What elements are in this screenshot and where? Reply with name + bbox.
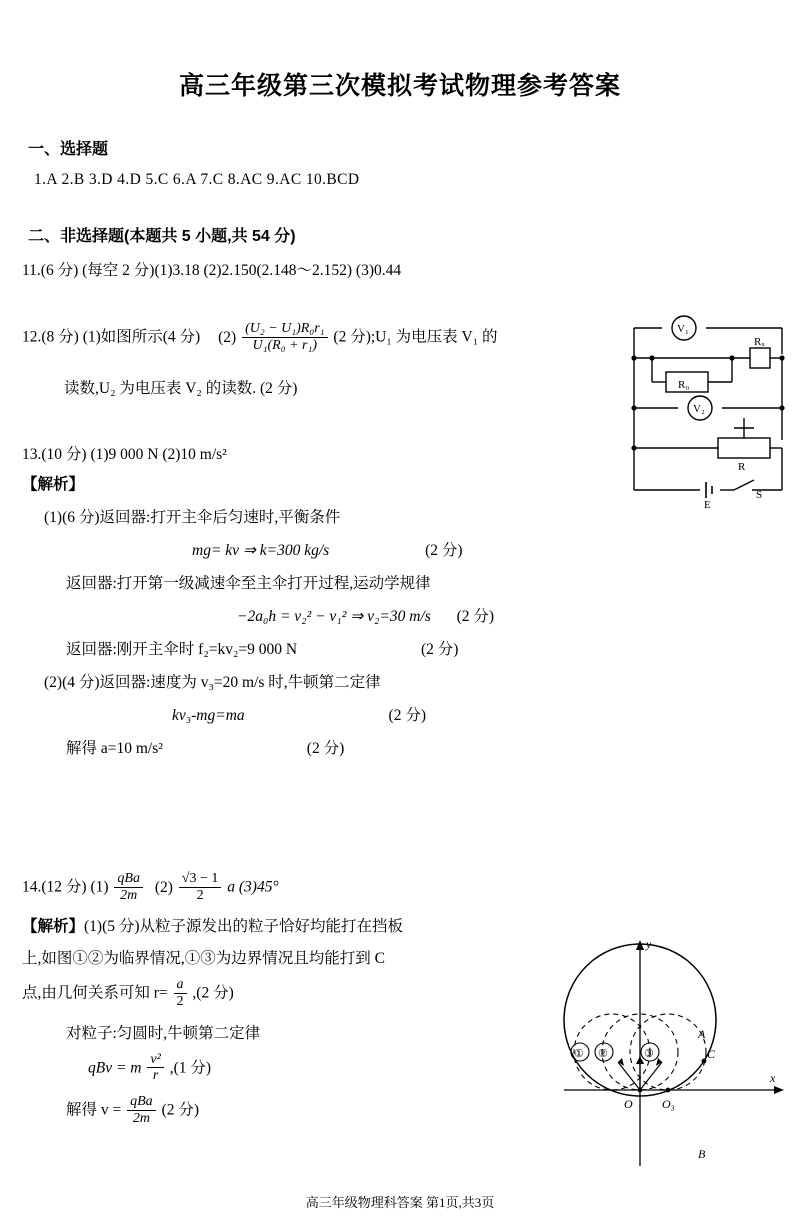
q13-line-4: (2)(4 分)返回器:速度为 v₃=20 m/s 时,牛顿第二定律 xyxy=(44,674,381,691)
question-12-block xyxy=(22,322,612,398)
q12-fraction-denominator: U₁(R₀ + r₁) xyxy=(252,337,318,353)
circuit-label-v2: V₂ xyxy=(693,403,705,415)
q13-line-5: 解得 a=10 m/s² xyxy=(66,740,163,757)
q13-line-2: 返回器:打开第一级减速伞至主伞打开过程,运动学规律 xyxy=(66,575,431,592)
particle-label-A: A xyxy=(698,1027,706,1041)
q14-fraction-2 xyxy=(179,871,222,903)
multiple-choice-answers: 1.A 2.B 3.D 4.D 5.C 6.A 7.C 8.AC 9.AC 10.BCD xyxy=(34,171,360,188)
q14-line-3-a: 点,由几何关系可知 r= xyxy=(22,985,168,1003)
q14-eq-2-row xyxy=(22,1085,582,1127)
q14-fraction-2-denominator: 2 xyxy=(196,887,204,903)
page-footer: 高三年级物理科答案 第1页,共3页 xyxy=(305,1195,495,1210)
q14-lead-c: a (3)45° xyxy=(227,878,279,896)
particle-label-B: B xyxy=(698,1147,706,1161)
q13-eq-4-row xyxy=(22,692,782,725)
q13-eq-2-row xyxy=(22,593,782,626)
particle-label-x: x xyxy=(770,1071,776,1085)
particle-label-1: ① xyxy=(574,1048,584,1060)
particle-label-y: y xyxy=(646,937,652,951)
q14-eq-2-denominator: 2m xyxy=(132,1110,150,1126)
q13-eq-4: kv₃-mg=ma xyxy=(172,707,245,724)
q12-fraction xyxy=(242,321,327,353)
circuit-label-v1: V₁ xyxy=(677,323,689,335)
q13-lead: 13.(10 分) (1)9 000 N (2)10 m/s² xyxy=(22,446,227,463)
particle-diagram xyxy=(552,930,792,1180)
q14-line-2: 上,如图①②为临界情况,①③为边界情况且均能打到 C xyxy=(22,950,385,968)
q13-line-3-row xyxy=(22,626,782,659)
q13-eq-5-score: (2 分) xyxy=(306,740,345,757)
q13-eq-1: mg= kv ⇒ k=300 kg/s xyxy=(192,542,330,559)
q14-lead-row xyxy=(22,872,582,904)
circuit-label-s: S xyxy=(756,489,763,501)
q12-fraction-numerator: (U₂ − U₁)R₀r₁ xyxy=(242,321,327,338)
section-heading-non-multiple-choice: 二、非选择题(本题共 5 小题,共 54 分) xyxy=(28,228,296,245)
q13-eq-1-score: (2 分) xyxy=(425,542,463,559)
question-13-block xyxy=(22,442,782,758)
q14-eq-1-denominator: r xyxy=(152,1068,159,1084)
q14-eq-2-b: (2 分) xyxy=(161,1101,200,1119)
q13-jiexi-heading: 【解析】 xyxy=(22,476,85,493)
q14-eq-1-a: qBv = m xyxy=(88,1059,142,1077)
particle-label-3: ③ xyxy=(644,1048,654,1060)
q14-jiexi-heading: 【解析】 xyxy=(22,918,85,936)
q14-line-3-fraction xyxy=(174,977,187,1009)
q13-eq-3-score: (2 分) xyxy=(420,641,459,658)
circuit-label-r0-box: R₀ xyxy=(678,379,690,391)
q14-eq-1-numerator: v² xyxy=(147,1052,163,1069)
particle-label-O: O xyxy=(624,1097,633,1111)
particle-label-2: ② xyxy=(598,1048,608,1060)
q14-eq-2-fraction xyxy=(127,1094,156,1126)
q14-eq-2-a: 解得 v = xyxy=(66,1101,122,1119)
q14-jiexi-row xyxy=(22,904,582,936)
q14-fraction-1-denominator: 2m xyxy=(120,887,138,903)
q14-line-4: 对粒子:匀圆时,牛顿第二定律 xyxy=(66,1024,261,1042)
q12-line2: 读数,U₂ 为电压表 V₂ 的读数. (2 分) xyxy=(64,380,298,398)
particle-label-O3: O₃ xyxy=(662,1097,675,1111)
question-14-block xyxy=(22,872,582,1127)
q14-line-1: (1)(5 分)从粒子源发出的粒子恰好均能打在挡板 xyxy=(84,918,404,936)
q14-eq-1-b: ,(1 分) xyxy=(169,1059,212,1077)
q14-fraction-1 xyxy=(114,871,143,903)
section-heading-multiple-choice: 一、选择题 xyxy=(28,141,109,158)
q14-line-3-fraction-denominator: 2 xyxy=(176,994,184,1010)
q13-line-1: (1)(6 分)返回器:打开主伞后匀速时,平衡条件 xyxy=(44,509,341,526)
circuit-label-rx: Rₓ xyxy=(754,336,765,348)
circuit-label-r: R xyxy=(738,461,746,473)
question-11-answer: 11.(6 分) (每空 2 分)(1)3.18 (2)2.150(2.148～2.152) (3)0.44 xyxy=(22,262,402,279)
q14-line-3-b: ,(2 分) xyxy=(192,985,234,1003)
q12-part2-label: (2) xyxy=(218,328,237,346)
q13-line-5-row xyxy=(22,725,782,758)
q14-eq-1-row xyxy=(22,1043,582,1085)
page-title: 高三年级第三次模拟考试物理参考答案 xyxy=(178,72,621,100)
q12-after-fraction: (2 分);U₁ 为电压表 V₁ 的 xyxy=(333,328,498,346)
particle-label-C: C xyxy=(707,1047,716,1061)
q13-eq-2: −2a₀h = v₂² − v₁² ⇒ v₂=30 m/s xyxy=(237,608,431,625)
q13-line-3: 返回器:刚开主伞时 f₂=kv₂=9 000 N xyxy=(66,641,298,658)
circuit-label-e: E xyxy=(704,499,711,511)
q14-lead-a: 14.(12 分) (1) xyxy=(22,878,109,896)
q14-lead-b: (2) xyxy=(154,878,173,896)
q12-lead: 12.(8 分) (1)如图所示(4 分) xyxy=(22,328,201,346)
q14-fraction-1-numerator: qBa xyxy=(114,871,143,888)
q13-eq-1-row xyxy=(22,527,782,560)
q13-eq-2-score: (2 分) xyxy=(456,608,495,625)
q13-eq-4-score: (2 分) xyxy=(388,707,426,724)
q14-line-3-fraction-numerator: a xyxy=(174,977,187,994)
q14-fraction-2-numerator: √3 − 1 xyxy=(179,871,222,888)
q14-eq-1-fraction xyxy=(147,1052,163,1084)
q14-eq-2-numerator: qBa xyxy=(127,1094,156,1111)
q14-line-3-row xyxy=(22,968,582,1010)
